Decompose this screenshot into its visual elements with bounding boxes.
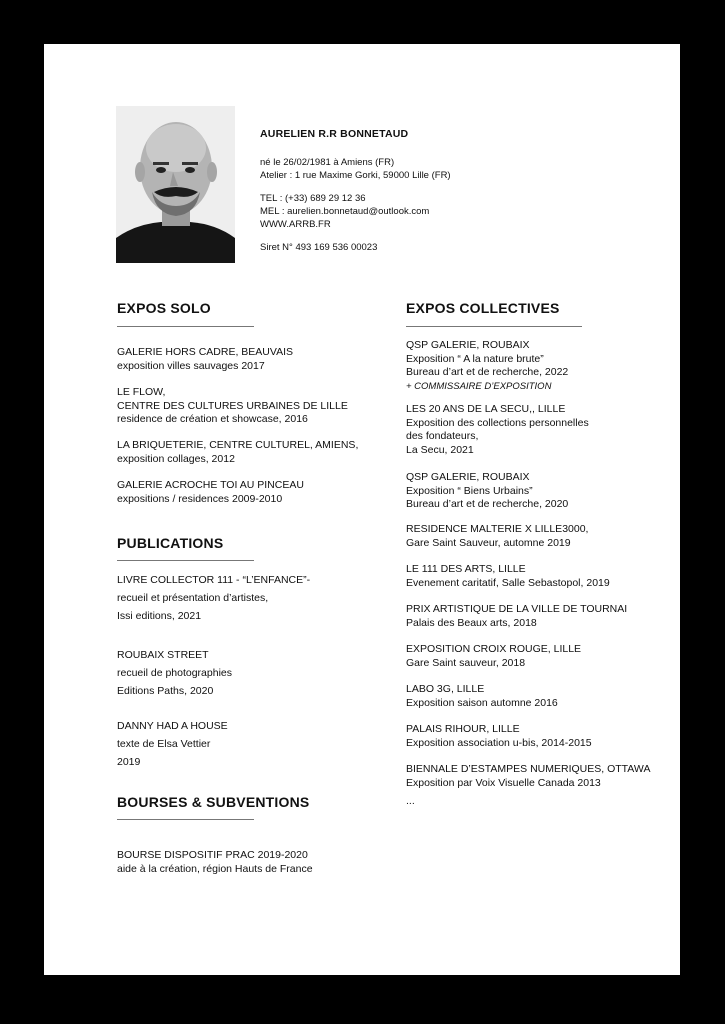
birth-info: né le 26/02/1981 à Amiens (FR) — [260, 157, 395, 168]
publication-entry: DANNY HAD A HOUSE texte de Elsa Vettier 2019 — [117, 720, 228, 768]
solo-title: EXPOS SOLO — [117, 300, 211, 316]
cv-page — [44, 44, 680, 975]
solo-entry: GALERIE ACROCHE TOI AU PINCEAU expositions / residences 2009-2010 — [117, 479, 304, 505]
collective-entry: QSP GALERIE, ROUBAIX Exposition “ A la nature brute” Bureau d’art et de recherche, 2022 + COMMISSAIRE D’EXPOSITION — [406, 339, 569, 392]
commissaire-note: + COMMISSAIRE D’EXPOSITION — [406, 380, 552, 392]
collective-entry: LABO 3G, LILLE Exposition saison automne 2016 — [406, 683, 558, 709]
collective-divider — [406, 326, 582, 327]
grants-divider — [117, 819, 254, 820]
artist-name: AURELIEN R.R BONNETAUD — [260, 128, 409, 140]
collective-entry: PRIX ARTISTIQUE DE LA VILLE DE TOURNAI Palais des Beaux arts, 2018 — [406, 603, 628, 629]
collective-entry: LES 20 ANS DE LA SECU,, LILLE Exposition des collections personnelles des fondateurs, La Secu, 2021 — [406, 403, 589, 456]
publications-title: PUBLICATIONS — [117, 535, 224, 551]
collective-entry: BIENNALE D’ESTAMPES NUMERIQUES, OTTAWA Exposition par Voix Visuelle Canada 2013 — [406, 763, 651, 789]
collective-entry: QSP GALERIE, ROUBAIX Exposition “ Biens Urbains” Bureau d’art et de recherche, 2020 — [406, 471, 569, 510]
solo-entry: LE FLOW, CENTRE DES CULTURES URBAINES DE LILLE residence de création et showcase, 2016 — [117, 386, 348, 425]
grant-entry: BOURSE DISPOSITIF PRAC 2019-2020 aide à la création, région Hauts de France — [117, 849, 313, 875]
portrait-illustration — [116, 106, 235, 263]
siret-number: Siret N° 493 169 536 00023 — [260, 242, 378, 253]
contact-header — [260, 128, 451, 254]
collective-title: EXPOS COLLECTIVES — [406, 300, 560, 316]
grants-title: BOURSES & SUBVENTIONS — [117, 794, 310, 810]
solo-entry: LA BRIQUETERIE, CENTRE CULTUREL, AMIENS, exposition collages, 2012 — [117, 439, 359, 465]
ellipsis: ... — [406, 795, 415, 807]
solo-divider — [117, 326, 254, 327]
website-link[interactable]: WWW.ARRB.FR — [260, 219, 331, 230]
publication-entry: ROUBAIX STREET recueil de photographies Editions Paths, 2020 — [117, 649, 232, 697]
collective-entry: PALAIS RIHOUR, LILLE Exposition association u-bis, 2014-2015 — [406, 723, 592, 749]
collective-entry: LE 111 DES ARTS, LILLE Evenement caritatif, Salle Sebastopol, 2019 — [406, 563, 610, 589]
collective-entry: EXPOSITION CROIX ROUGE, LILLE Gare Saint sauveur, 2018 — [406, 643, 582, 669]
publications-divider — [117, 560, 254, 561]
publication-entry: LIVRE COLLECTOR 111 - “L’ENFANCE”- recueil et présentation d’artistes, Issi editions, 2021 — [117, 574, 311, 622]
collective-entry: RESIDENCE MALTERIE X LILLE3000, Gare Saint Sauveur, automne 2019 — [406, 523, 589, 549]
phone-number: TEL : (+33) 689 29 12 36 — [260, 193, 366, 204]
email-address: MEL : aurelien.bonnetaud@outlook.com — [260, 206, 430, 217]
solo-entry: GALERIE HORS CADRE, BEAUVAIS exposition villes sauvages 2017 — [117, 346, 294, 372]
studio-address: Atelier : 1 rue Maxime Gorki, 59000 Lille (FR) — [260, 170, 451, 181]
portrait-photo — [116, 106, 235, 263]
